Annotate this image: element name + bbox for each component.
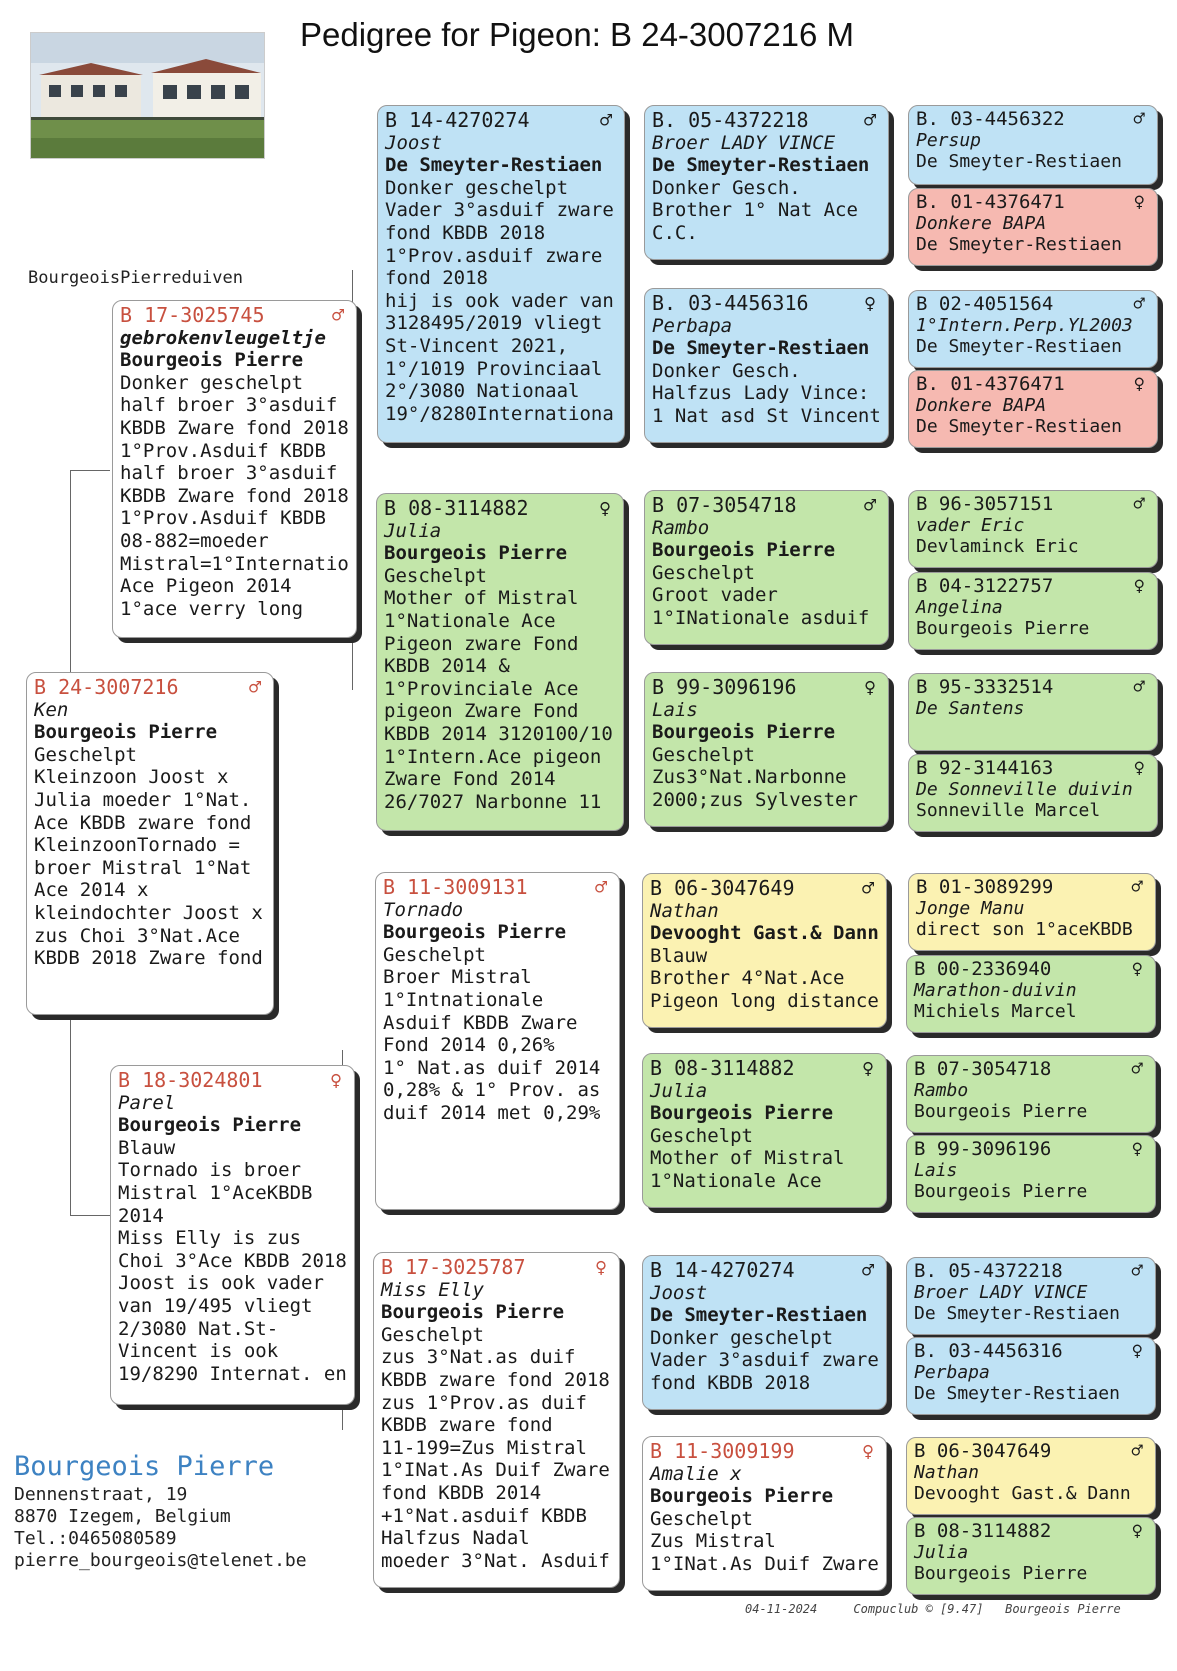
ring-number: B. 03-4456316: [652, 291, 809, 315]
ring-number: B 02-4051564: [916, 293, 1054, 315]
ring-number: B 92-3144163: [916, 757, 1054, 779]
note-line: Geschelpt: [381, 1323, 484, 1346]
breeder-name: Devooght Gast.& Dann: [650, 922, 879, 945]
sex-symbol: ♂: [594, 875, 607, 899]
pigeon-name: Ken: [34, 698, 69, 721]
note-line: Ace KBDB zware fond: [34, 811, 252, 834]
pigeon-name: Perbapa: [652, 314, 733, 337]
note-line: Broer Mistral: [383, 966, 532, 989]
note-line: Tornado is broer: [118, 1159, 302, 1182]
owner-tag: BourgeoisPierreduiven: [28, 268, 243, 288]
breeder-name: De Smeyter-Restiaen: [652, 154, 870, 177]
note-line: half broer 3°asduif: [120, 394, 338, 417]
note-line: 2000;zus Sylvester: [652, 788, 858, 811]
note-line: 1°Provinciale Ace: [384, 677, 579, 700]
note-line: Geschelpt: [384, 564, 487, 587]
note-line: 26/7027 Narbonne 11: [384, 790, 602, 813]
ring-number: B 07-3054718: [652, 493, 797, 517]
sex-symbol: ♀: [1131, 1138, 1143, 1160]
ring-number: B 14-4270274: [650, 1258, 795, 1282]
ring-number: B 24-3007216: [34, 675, 179, 699]
note-line: 0,28% & 1° Prov. as: [383, 1079, 601, 1102]
note-line: Halfzus Nadal: [381, 1527, 530, 1550]
pigeon-card-g9[interactable]: [908, 873, 1156, 951]
pigeon-name: 1°Intern.Perp.YL2003: [916, 315, 1133, 336]
pigeon-name: Miss Elly: [381, 1278, 484, 1301]
pigeon-name: Julia: [914, 1542, 969, 1563]
pigeon-name: gebrokenvleugeltje: [120, 326, 326, 349]
pigeon-name: Perbapa: [914, 1362, 990, 1383]
pigeon-card-g6[interactable]: [908, 572, 1158, 650]
note-line: broer Mistral 1°Nat: [34, 856, 252, 879]
note-line: Brother 4°Nat.Ace: [650, 967, 845, 990]
pigeon-name: Donkere BAPA: [916, 395, 1047, 416]
pigeon-card-g14[interactable]: [906, 1337, 1156, 1415]
breeder-name: Bourgeois Pierre: [120, 349, 304, 372]
breeder-name: Bourgeois Pierre: [914, 1563, 1088, 1584]
ring-number: B 99-3096196: [914, 1138, 1052, 1160]
footer-owner: Bourgeois Pierre: [1005, 1602, 1121, 1616]
pigeon-name: Persup: [916, 130, 982, 151]
note-line: Mother of Mistral: [384, 587, 579, 610]
note-line: Pigeon long distance: [650, 989, 879, 1012]
pigeon-card-sire-dam[interactable]: [376, 493, 624, 831]
note-line: Mistral 1°AceKBDB: [118, 1181, 313, 1204]
note-line: 11-199=Zus Mistral: [381, 1436, 587, 1459]
sex-symbol: ♂: [863, 108, 876, 132]
note-line: zus 1°Prov.as duif: [381, 1391, 587, 1414]
note-line: KBDB Zware fond 2018: [120, 484, 349, 507]
ring-number: B. 01-4376471: [916, 373, 1065, 395]
ring-number: B 00-2336940: [914, 958, 1052, 980]
note-line: Donker Gesch.: [652, 176, 801, 199]
note-line: Blauw: [650, 944, 708, 967]
note-line: Geschelpt: [650, 1507, 753, 1530]
note-line: 1°Prov.Asduif KBDB: [120, 439, 326, 462]
pigeon-card-dsd[interactable]: [642, 1053, 887, 1208]
connector-line: [70, 1215, 110, 1216]
pigeon-name: Rambo: [652, 516, 710, 539]
pigeon-name: Broer LADY VINCE: [914, 1282, 1088, 1303]
breeder-name: Bourgeois Pierre: [383, 921, 567, 944]
note-line: duif 2014 met 0,29%: [383, 1101, 601, 1124]
breeder-name: De Smeyter-Restiaen: [914, 1303, 1120, 1324]
sex-symbol: ♀: [598, 496, 611, 520]
note-line: Choi 3°Ace KBDB 2018: [118, 1249, 347, 1272]
note-line: Vader 3°asduif zware: [650, 1349, 879, 1372]
ring-number: B 06-3047649: [650, 876, 795, 900]
sex-symbol: ♀: [861, 1439, 874, 1463]
note-line: Julia moeder 1°Nat.: [34, 788, 252, 811]
pigeon-name: Marathon-duivin: [914, 980, 1077, 1001]
ring-number: B 99-3096196: [652, 675, 797, 699]
note-line: Mistral=1°Internatio: [120, 552, 349, 575]
breeder-name: Bourgeois Pierre: [650, 1485, 834, 1508]
note-line: Geschelpt: [652, 561, 755, 584]
note-line: Halfzus Lady Vince:: [652, 382, 870, 405]
note-line: moeder 3°Nat. Asduif: [381, 1549, 610, 1572]
ring-number: B 08-3114882: [914, 1520, 1052, 1542]
note-line: Mother of Mistral: [650, 1147, 845, 1170]
ring-number: B 14-4270274: [385, 108, 530, 132]
note-line: Zus Mistral: [650, 1530, 776, 1553]
pigeon-name: Angelina: [916, 597, 1003, 618]
sex-symbol: ♀: [1133, 373, 1145, 395]
note-line: Miss Elly is zus: [118, 1227, 302, 1250]
note-line: 19/8290 Internat. en: [118, 1362, 347, 1385]
note-line: Kleinzoon Joost x: [34, 766, 229, 789]
note-line: fond KBDB 2018: [385, 221, 546, 244]
ring-number: B 08-3114882: [384, 496, 529, 520]
note-line: +1°Nat.asduif KBDB: [381, 1504, 587, 1527]
ring-number: B 08-3114882: [650, 1056, 795, 1080]
pigeon-name: Rambo: [914, 1080, 969, 1101]
ring-number: B 17-3025745: [120, 303, 265, 327]
ring-number: B 17-3025787: [381, 1255, 526, 1279]
sex-symbol: ♂: [861, 1258, 874, 1282]
connector-line: [70, 1005, 71, 1215]
note-line: Zus3°Nat.Narbonne: [652, 766, 847, 789]
sex-symbol: ♂: [599, 108, 612, 132]
note-line: KBDB Zware fond 2018: [120, 416, 349, 439]
note-line: zus Choi 3°Nat.Ace: [34, 924, 240, 947]
breeder-name: Bourgeois Pierre: [34, 721, 218, 744]
sex-symbol: ♀: [1131, 1520, 1143, 1542]
ring-number: B 18-3024801: [118, 1068, 263, 1092]
note-line: Donker Gesch.: [652, 359, 801, 382]
note-line: 1°INat.As Duif Zware: [650, 1552, 879, 1575]
breeder-name: Devooght Gast.& Dann: [914, 1483, 1131, 1504]
pigeon-name: De Sonneville duivin: [916, 779, 1133, 800]
note-line: Donker geschelpt: [650, 1326, 834, 1349]
pigeon-card-dds[interactable]: [642, 1255, 887, 1410]
sex-symbol: ♀: [1131, 958, 1143, 980]
pigeon-card-g4[interactable]: [908, 370, 1158, 448]
pigeon-card-g5[interactable]: [908, 490, 1158, 568]
note-line: 1° Nat.as duif 2014: [383, 1056, 601, 1079]
note-line: St-Vincent 2021,: [385, 334, 569, 357]
sex-symbol: ♂: [1131, 1260, 1143, 1282]
connector-line: [70, 470, 110, 471]
note-line: KBDB zware fond 2018: [381, 1368, 610, 1391]
note-line: KleinzoonTornado =: [34, 834, 240, 857]
note-line: KBDB 2014 3120100/10: [384, 722, 613, 745]
breeder-name: Devlaminck Eric: [916, 536, 1079, 557]
sex-symbol: ♂: [1133, 293, 1145, 315]
breeder-name: De Smeyter-Restiaen: [916, 336, 1122, 357]
note-line: 08-882=moeder: [120, 529, 269, 552]
note-line: 1°INat.As Duif Zware: [381, 1459, 610, 1482]
pigeon-card-sire-sire[interactable]: [377, 105, 625, 443]
pigeon-name: Donkere BAPA: [916, 213, 1047, 234]
pigeon-card-g1[interactable]: [908, 105, 1158, 185]
note-line: Geschelpt: [383, 943, 486, 966]
sex-symbol: ♀: [861, 1056, 874, 1080]
pigeon-name: Nathan: [650, 899, 719, 922]
loft-photo: [30, 32, 265, 159]
sex-symbol: ♀: [1133, 757, 1145, 779]
sex-symbol: ♂: [248, 675, 261, 699]
breeder-name: De Smeyter-Restiaen: [916, 151, 1122, 172]
ring-number: B 01-3089299: [916, 876, 1054, 898]
ring-number: B 11-3009199: [650, 1439, 795, 1463]
note-line: Donker geschelpt: [385, 176, 569, 199]
note-line: 1°Intern.Ace pigeon: [384, 745, 602, 768]
sex-symbol: ♀: [1133, 191, 1145, 213]
note-line: 1°INationale asduif: [652, 606, 870, 629]
note-line: Ace Pigeon 2014: [120, 575, 292, 598]
pigeon-card-dam[interactable]: [110, 1065, 355, 1405]
ring-number: B 04-3122757: [916, 575, 1054, 597]
note-line: kleindochter Joost x: [34, 901, 263, 924]
pigeon-card-sdd[interactable]: [644, 672, 889, 827]
owner-name: Bourgeois Pierre: [14, 1451, 275, 1482]
pigeon-name: Amalie x: [650, 1462, 742, 1485]
pigeon-name: Broer LADY VINCE: [652, 131, 836, 154]
pigeon-card-dam-dam[interactable]: [373, 1252, 620, 1588]
pigeon-name: Tornado: [383, 898, 464, 921]
ring-number: B. 03-4456322: [916, 108, 1065, 130]
note-line: Zware Fond 2014: [384, 768, 556, 791]
note-line: 1°Nationale Ace: [384, 609, 556, 632]
breeder-name: De Smeyter-Restiaen: [652, 337, 870, 360]
address-city: 8870 Izegem, Belgium: [14, 1506, 231, 1527]
note-line: 2/3080 Nat.St-: [118, 1317, 279, 1340]
pigeon-card-g11[interactable]: [906, 1055, 1156, 1133]
breeder-name: Bourgeois Pierre: [914, 1181, 1088, 1202]
note-line: Geschelpt: [34, 743, 137, 766]
note-line: fond KBDB 2014: [381, 1481, 542, 1504]
page-title: Pedigree for Pigeon: B 24-3007216 M: [300, 16, 855, 53]
pigeon-name: Lais: [914, 1160, 958, 1181]
breeder-name: De Smeyter-Restiaen: [385, 154, 603, 177]
pigeon-card-ddd[interactable]: [642, 1436, 887, 1591]
breeder-name: Bourgeois Pierre: [384, 542, 568, 565]
pigeon-card-g15[interactable]: [906, 1437, 1156, 1515]
pigeon-card-g7[interactable]: [908, 673, 1158, 751]
note-line: van 19/495 vliegt: [118, 1294, 313, 1317]
software-credit: Compuclub © [9.47]: [853, 1602, 984, 1616]
breeder-name: Bourgeois Pierre: [652, 539, 836, 562]
note-line: Pigeon zware Fond: [384, 632, 579, 655]
breeder-name: Sonneville Marcel: [916, 800, 1101, 821]
pigeon-name: Joost: [385, 131, 443, 154]
breeder-name: Bourgeois Pierre: [650, 1102, 834, 1125]
owner-contact: [14, 1450, 307, 1572]
pigeon-card-sds[interactable]: [644, 490, 889, 645]
page-footer: [745, 1602, 1121, 1616]
breeder-name: direct son 1°aceKBDB: [916, 919, 1133, 940]
pigeon-card-dam-sire[interactable]: [375, 872, 620, 1210]
pigeon-name: vader Eric: [916, 515, 1025, 536]
ring-number: B 06-3047649: [914, 1440, 1052, 1462]
note-line: Joost is ook vader: [118, 1272, 324, 1295]
note-line: 1°Intnationale: [383, 988, 544, 1011]
note-line: 1°/1019 Provinciaal: [385, 357, 603, 380]
note-line: Vader 3°asduif zware: [385, 199, 614, 222]
breeder-name: Bourgeois Pierre: [916, 618, 1090, 639]
pigeon-card-g10[interactable]: [906, 955, 1156, 1033]
note-line: zus 3°Nat.as duif: [381, 1346, 576, 1369]
note-line: Brother 1° Nat Ace: [652, 199, 858, 222]
note-line: KBDB 2014 &: [384, 655, 510, 678]
note-line: 1°Prov.asduif zware: [385, 244, 603, 267]
pigeon-card-g8[interactable]: [908, 754, 1158, 832]
breeder-name: De Smeyter-Restiaen: [914, 1383, 1120, 1404]
note-line: 3128495/2019 vliegt: [385, 312, 603, 335]
breeder-name: Bourgeois Pierre: [914, 1101, 1088, 1122]
pigeon-name: Julia: [650, 1079, 708, 1102]
note-line: Groot vader: [652, 584, 778, 607]
pigeon-card-g13[interactable]: [906, 1257, 1156, 1335]
note-line: 19°/8280Internationa: [385, 402, 614, 425]
note-line: Geschelpt: [652, 743, 755, 766]
pigeon-name: Lais: [652, 698, 698, 721]
ring-number: B. 05-4372218: [914, 1260, 1063, 1282]
note-line: half broer 3°asduif: [120, 462, 338, 485]
pigeon-card-dss[interactable]: [642, 873, 887, 1028]
sex-symbol: ♂: [863, 493, 876, 517]
note-line: Vincent is ook: [118, 1340, 279, 1363]
sex-symbol: ♀: [863, 291, 876, 315]
pigeon-name: Jonge Manu: [916, 898, 1025, 919]
sex-symbol: ♀: [1131, 1340, 1143, 1362]
ring-number: B 07-3054718: [914, 1058, 1052, 1080]
pigeon-card-ssd[interactable]: [644, 288, 889, 443]
sex-symbol: ♀: [329, 1068, 342, 1092]
sex-symbol: ♀: [1133, 575, 1145, 597]
note-line: Blauw: [118, 1136, 176, 1159]
note-line: 1 Nat asd St Vincent: [652, 404, 881, 427]
address-street: Dennenstraat, 19: [14, 1484, 188, 1505]
breeder-name: De Smeyter-Restiaen: [916, 416, 1122, 437]
breeder-name: De Smeyter-Restiaen: [916, 234, 1122, 255]
ring-number: B. 03-4456316: [914, 1340, 1063, 1362]
email-address[interactable]: pierre_bourgeois@telenet.be: [14, 1550, 307, 1571]
pigeon-name: Julia: [384, 519, 442, 542]
pigeon-card-sire[interactable]: [112, 300, 357, 638]
note-line: Fond 2014 0,26%: [383, 1034, 555, 1057]
print-date: 04-11-2024: [745, 1602, 818, 1616]
sex-symbol: ♂: [1133, 676, 1145, 698]
pigeon-name: Parel: [118, 1091, 176, 1114]
breeder-name: Bourgeois Pierre: [381, 1301, 565, 1324]
note-line: KBDB zware fond: [381, 1414, 553, 1437]
sex-symbol: ♂: [1133, 493, 1145, 515]
pigeon-card-subject[interactable]: [26, 672, 274, 1015]
breeder-name: Bourgeois Pierre: [118, 1114, 302, 1137]
ring-number: B 96-3057151: [916, 493, 1054, 515]
note-line: fond 2018: [385, 267, 488, 290]
breeder-name: Michiels Marcel: [914, 1001, 1077, 1022]
sex-symbol: ♂: [861, 876, 874, 900]
sex-symbol: ♂: [1131, 1440, 1143, 1462]
breeder-name: Bourgeois Pierre: [652, 721, 836, 744]
sex-symbol: ♀: [594, 1255, 607, 1279]
note-line: 2°/3080 Nationaal: [385, 380, 580, 403]
ring-number: B 95-3332514: [916, 676, 1054, 698]
note-line: Geschelpt: [650, 1124, 753, 1147]
pigeon-card-g16[interactable]: [906, 1517, 1156, 1595]
sex-symbol: ♂: [1131, 876, 1143, 898]
note-line: KBDB 2018 Zware fond: [34, 947, 263, 970]
note-line: 1°ace verry long: [120, 597, 304, 620]
note-line: Donker geschelpt: [120, 371, 304, 394]
pigeon-card-g2[interactable]: [908, 188, 1158, 266]
note-line: 1°Prov.Asduif KBDB: [120, 507, 326, 530]
note-line: C.C.: [652, 221, 698, 244]
note-line: Asduif KBDB Zware: [383, 1011, 578, 1034]
sex-symbol: ♀: [863, 675, 876, 699]
note-line: hij is ook vader van: [385, 289, 614, 312]
note-line: Ace 2014 x: [34, 879, 149, 902]
pigeon-name: Joost: [650, 1281, 708, 1304]
ring-number: B 11-3009131: [383, 875, 528, 899]
note-line: pigeon Zware Fond: [384, 700, 579, 723]
pigeon-name: De Santens: [916, 698, 1025, 719]
phone-number[interactable]: Tel.:0465080589: [14, 1528, 177, 1549]
connector-line: [70, 470, 71, 682]
note-line: 1°Nationale Ace: [650, 1169, 822, 1192]
note-line: fond KBDB 2018: [650, 1371, 811, 1394]
pigeon-card-g3[interactable]: [908, 290, 1158, 368]
sex-symbol: ♂: [1131, 1058, 1143, 1080]
sex-symbol: ♂: [331, 303, 344, 327]
pigeon-name: Nathan: [914, 1462, 980, 1483]
pigeon-card-g12[interactable]: [906, 1135, 1156, 1213]
ring-number: B. 01-4376471: [916, 191, 1065, 213]
pigeon-card-sss[interactable]: [644, 105, 889, 260]
sex-symbol: ♂: [1133, 108, 1145, 130]
breeder-name: De Smeyter-Restiaen: [650, 1304, 868, 1327]
note-line: 2014: [118, 1204, 164, 1227]
ring-number: B. 05-4372218: [652, 108, 809, 132]
